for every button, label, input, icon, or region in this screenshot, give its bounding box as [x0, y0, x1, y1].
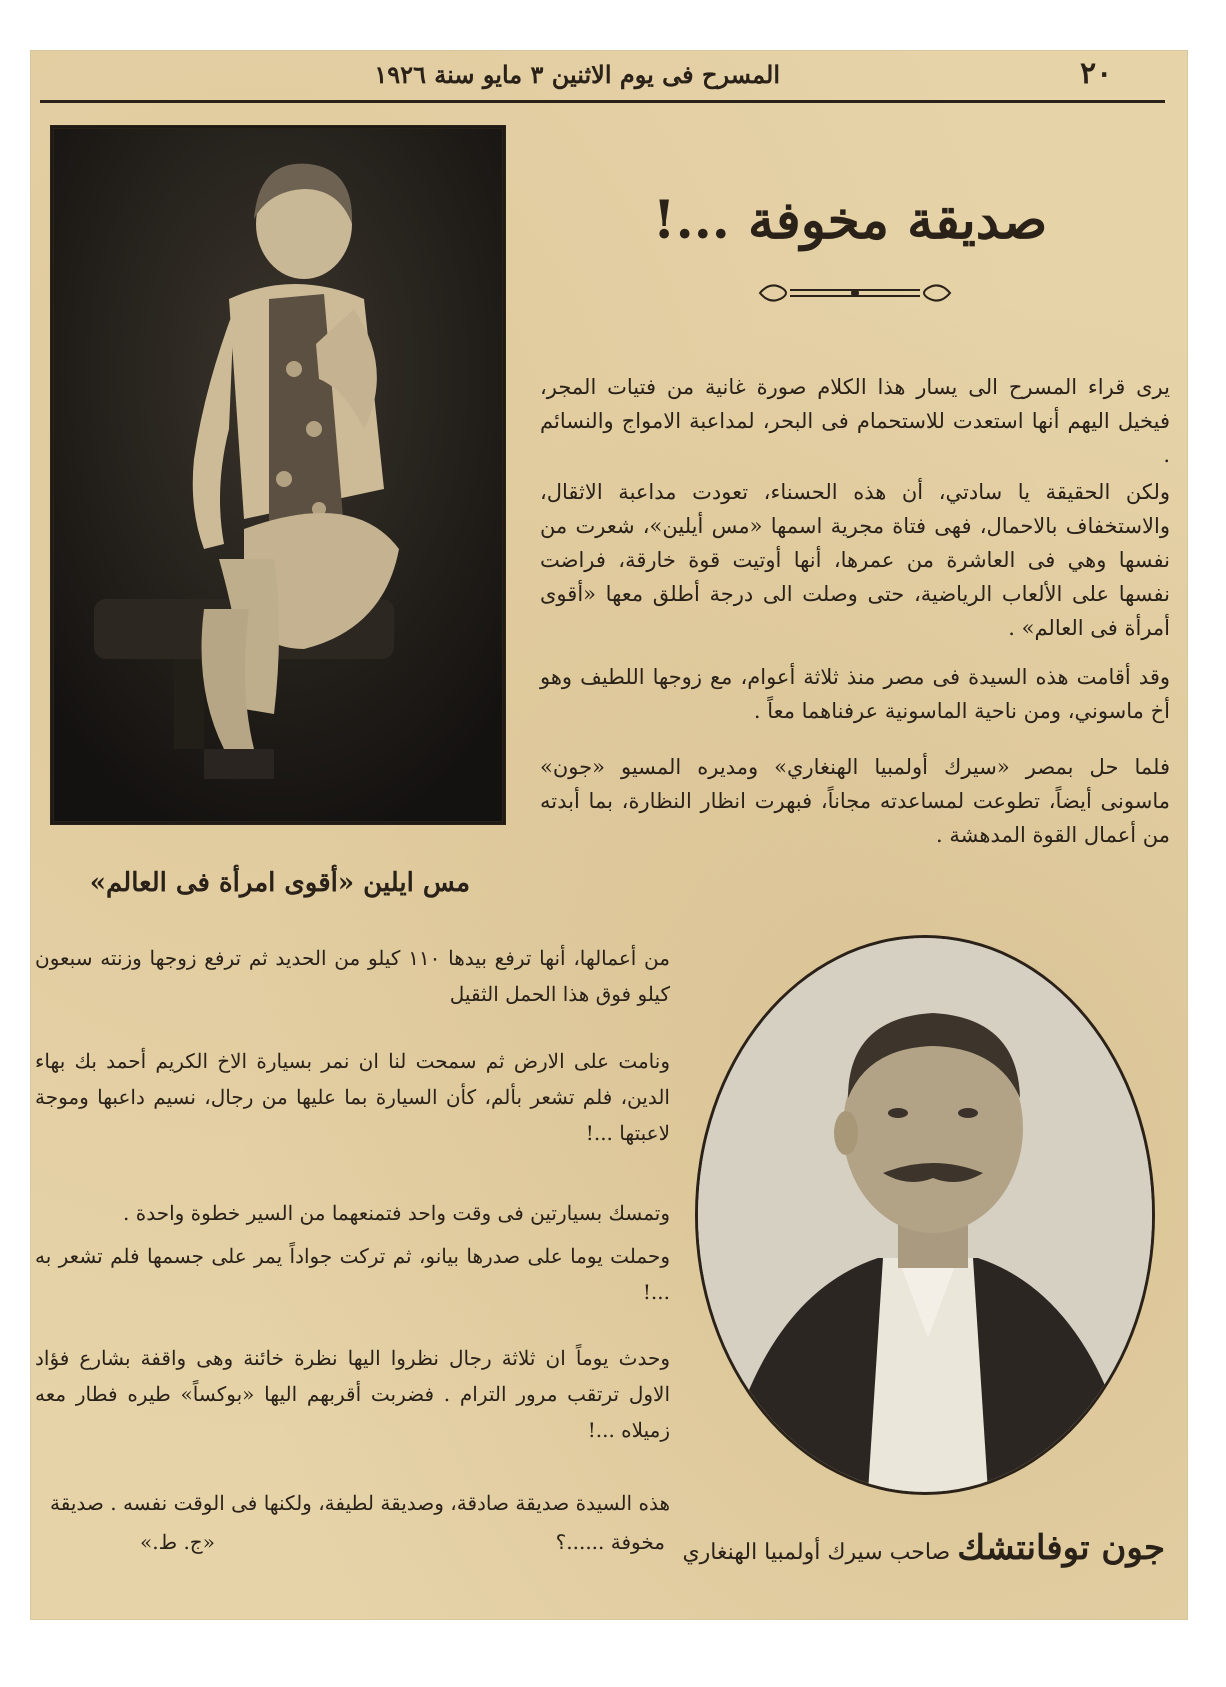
left-paragraph-4: وحملت يوما على صدرها بيانو، ثم تركت جواداً يمر على جسمها فلم تشعر به ...! [35, 1244, 670, 1304]
left-paragraph-5: وحدث يوماً ان ثلاثة رجال نظروا اليها نظرة خائنة وهى واقفة بشارع فؤاد الاول ترتقب مرور الترام . فضربت أقربهم اليها «بوكساً» طيره فطار معه زميلاه ...! [35, 1346, 670, 1442]
closing-tail: مخوفة ......؟ [555, 1530, 665, 1554]
left-paragraph-3: وتمسك بسيارتين فى وقت واحد فتمنعهما من السير خطوة واحدة . [123, 1201, 670, 1225]
caption-name: جون توفانتشك [957, 1528, 1165, 1568]
decorative-ornament [750, 278, 960, 308]
left-paragraph-1: من أعمالها، أنها ترفع بيدها ١١٠ كيلو من الحديد ثم ترفع زوجها وزنته سبعون كيلو فوق هذا الحمل الثقيل [35, 946, 670, 1006]
photo-miss-eileen-caption: مس ايلين «أقوى امرأة فى العالم» [89, 868, 470, 898]
photo-miss-eileen-figure [54, 129, 502, 821]
caption-description: صاحب سيرك أولمبيا الهنغاري [682, 1540, 951, 1565]
article-title: صديقة مخوفة ...! [652, 190, 1048, 251]
article-paragraph-1: يرى قراء المسرح الى يسار هذا الكلام صورة غانية من فتيات المجر، فيخيل اليهم أنها استعدت للاستحمام فى البحر، لمداعبة الامواج والنسائم . [540, 375, 1170, 467]
left-paragraph-6: هذه السيدة صديقة صادقة، وصديقة لطيفة، ولكنها فى الوقت نفسه . صديقة [50, 1491, 670, 1515]
author-signature: «ج. ط.» [140, 1530, 215, 1554]
left-paragraph-2: ونامت على الارض ثم سمحت لنا ان نمر بسيارة الاخ الكريم أحمد بك بهاء الدين، فلم تشعر بألم، كأن السيارة بما عليها من رجال، نسيم داعبها وموجة لاعبتها ...! [35, 1049, 670, 1145]
photo-john-tovantchek-figure [698, 938, 1152, 1492]
page-number: ٢٠ [1080, 56, 1113, 91]
photo-john-tovantchek [695, 935, 1155, 1495]
photo-john-tovantchek-caption [655, 1528, 1165, 1568]
header-rule [40, 100, 1165, 103]
article-paragraph-4: فلما حل بمصر «سيرك أولمبيا الهنغاري» ومديره المسيو «جون» ماسونى أيضاً، تطوعت لمساعدته مجاناً، فبهرت انظار النظارة، بما أبدته من أعمال القوة المدهشة . [540, 755, 1170, 847]
page-header-title: المسرح فى يوم الاثنين ٣ مايو سنة ١٩٢٦ [374, 60, 780, 89]
photo-miss-eileen [50, 125, 506, 825]
article-paragraph-2: ولكن الحقيقة يا سادتي، أن هذه الحسناء، تعودت مداعبة الاثقال، والاستخفاف بالاحمال، فهى فتاة مجرية اسمها «مس أيلين»، شعرت من نفسها وهي فى العاشرة من عمرها، أنها أوتيت قوة خارقة، فراضت نفسها على الألعاب الرياضية، حتى وصلت الى درجة أطلق معها «أقوى أمرأة فى العالم» . [540, 480, 1170, 640]
article-paragraph-3: وقد أقامت هذه السيدة فى مصر منذ ثلاثة أعوام، مع زوجها اللطيف وهو أخ ماسوني، ومن ناحية الماسونية عرفناهما معاً . [540, 665, 1170, 723]
